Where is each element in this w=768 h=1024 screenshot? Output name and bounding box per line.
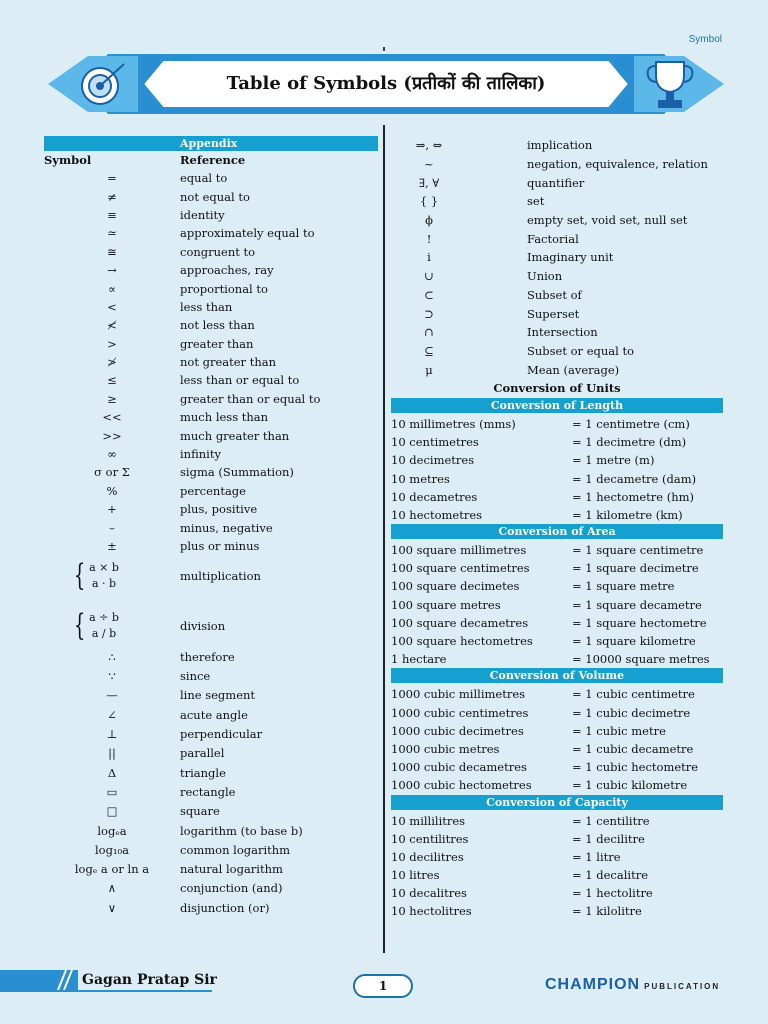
reference-cell: much less than: [180, 410, 269, 425]
title-banner: [48, 50, 724, 118]
conversion-to: = 1 cubic metre: [572, 723, 666, 738]
logic-symbol-row: [391, 304, 723, 323]
symbol-row: [44, 667, 378, 686]
symbol-cell: ∠: [107, 707, 117, 722]
symbol-row: [44, 537, 378, 555]
logic-symbol: ⇒, ⇔: [415, 138, 443, 153]
conversion-from: 1000 cubic centimetres: [391, 705, 529, 720]
conversion-to: = 1 square decametre: [572, 597, 702, 612]
reference-cell: since: [180, 669, 211, 684]
conversion-from: 100 square millimetres: [391, 543, 527, 558]
brace-glyph: {: [73, 558, 86, 594]
conversion-row: [391, 704, 723, 722]
conversion-from: 10 decilitres: [391, 849, 464, 864]
logic-symbol: i: [427, 250, 431, 265]
reference-cell: sigma (Summation): [180, 465, 294, 480]
conversion-row: [391, 685, 723, 703]
conversion-to: = 1 square kilometre: [572, 634, 696, 648]
logic-symbol: ⊆: [424, 343, 434, 358]
reference-cell: acute angle: [180, 707, 248, 722]
logic-symbol: !: [426, 231, 432, 246]
symbol-row: [44, 647, 378, 666]
symbol-row: [44, 879, 378, 898]
logic-symbol-row: [391, 342, 723, 361]
logic-meaning: quantifier: [527, 175, 585, 190]
symbol-row: [44, 898, 378, 917]
conversion-row: [391, 812, 723, 830]
multiplication-form-1: a × b: [89, 561, 119, 575]
symbol-row: [44, 279, 378, 297]
symbol-cell: σ or Σ: [94, 465, 130, 480]
publisher-sub: PUBLICATION: [644, 982, 721, 991]
trophy-icon: [644, 58, 696, 112]
logic-symbol: { }: [419, 194, 439, 209]
reference-header: Reference: [180, 153, 246, 167]
logic-symbol-row: [391, 229, 723, 248]
symbol-row: [44, 445, 378, 463]
symbol-cell: >: [107, 336, 117, 351]
right-column: [391, 136, 723, 921]
multiplication-row: [44, 559, 378, 593]
symbol-cell: ±: [107, 539, 117, 553]
logic-symbol: ∃, ∀: [418, 175, 440, 190]
reference-cell: not greater than: [180, 355, 276, 370]
reference-cell: therefore: [180, 649, 235, 664]
conversion-from: 10 metres: [391, 471, 450, 486]
conversion-section-bar: Conversion of Capacity: [391, 795, 723, 810]
symbol-row: [44, 408, 378, 426]
conversion-to: = 1 cubic hectometre: [572, 760, 699, 775]
conversion-from: 10 centilitres: [391, 831, 469, 846]
conversion-row: [391, 506, 723, 524]
reference-cell: not equal to: [180, 189, 250, 204]
logic-symbol-row: [391, 192, 723, 211]
symbol-row: [44, 187, 378, 205]
reference-cell: perpendicular: [180, 727, 263, 742]
symbol-row: [44, 724, 378, 743]
logic-meaning: negation, equivalence, relation: [527, 157, 708, 172]
logic-meaning: Subset or equal to: [527, 343, 635, 358]
conversion-from: 10 hectolitres: [391, 904, 472, 919]
logic-symbol: ϕ: [425, 213, 433, 228]
logic-meaning: Imaginary unit: [527, 250, 614, 265]
reference-cell: greater than or equal to: [180, 391, 321, 406]
reference-cell: infinity: [180, 447, 221, 462]
conversion-from: 1000 cubic hectometres: [391, 778, 532, 793]
division-symbol: [44, 610, 180, 642]
reference-cell: line segment: [180, 688, 256, 703]
conversion-row: [391, 830, 723, 848]
symbol-row: [44, 782, 378, 801]
conversion-from: 100 square decimetes: [391, 579, 520, 594]
conversion-from: 1000 cubic millimetres: [391, 687, 526, 702]
appendix-bar-label: Appendix: [180, 137, 238, 150]
symbol-row: [44, 802, 378, 821]
symbol-row: [44, 840, 378, 859]
logic-symbol: μ: [425, 362, 433, 377]
reference-cell: disjunction (or): [180, 900, 270, 915]
logic-symbol-row: [391, 173, 723, 192]
reference-cell: logarithm (to base b): [180, 823, 303, 838]
conversion-section-bar: Conversion of Volume: [391, 668, 723, 683]
conversion-from: 10 decalitres: [391, 886, 467, 901]
conversion-title: Conversion of Units: [493, 380, 621, 395]
reference-cell: not less than: [180, 318, 255, 333]
symbol-cell: +: [107, 502, 117, 517]
symbol-cell: ≥: [107, 391, 117, 406]
symbol-cell: ≅: [107, 244, 117, 259]
conversion-row: [391, 577, 723, 595]
symbol-cell: ||: [108, 746, 116, 761]
symbol-cell: –: [109, 520, 115, 535]
multiplication-reference: multiplication: [180, 569, 261, 584]
conversion-from: 100 square centimetres: [391, 561, 530, 576]
author-name: Gagan Pratap Sir: [82, 972, 217, 988]
division-reference: division: [180, 619, 226, 634]
symbol-row: [44, 705, 378, 724]
page-title: Table of Symbols (प्रतीकों की तालिका): [226, 73, 546, 94]
symbol-cell: ∧: [107, 881, 117, 896]
reference-cell: rectangle: [180, 784, 236, 799]
conversion-from: 10 decametres: [391, 489, 478, 504]
logic-symbol-row: [391, 136, 723, 155]
symbol-cell: →: [107, 263, 117, 278]
symbol-list-2: [44, 647, 378, 917]
conversion-to: = 1 litre: [572, 849, 621, 864]
logic-meaning: Union: [527, 269, 563, 284]
conversion-to: = 1 hectometre (hm): [572, 489, 695, 504]
symbol-cell: ∵: [108, 669, 116, 684]
conversion-to: = 1 square hectometre: [572, 615, 707, 630]
conversion-row: [391, 758, 723, 776]
symbol-cell: %: [106, 483, 118, 498]
conversion-to: = 1 decalitre: [572, 868, 649, 883]
conversion-to: = 1 decametre (dam): [572, 471, 697, 486]
conversion-to: = 1 centilitre: [572, 813, 650, 828]
logic-meaning: Subset of: [527, 287, 582, 302]
symbol-row: [44, 316, 378, 334]
symbol-cell: ▭: [106, 784, 118, 799]
conversion-row: [391, 541, 723, 559]
footer: [0, 968, 768, 998]
column-divider: [383, 125, 385, 953]
conversion-section-bar: Conversion of Length: [391, 398, 723, 413]
symbol-row: [44, 744, 378, 763]
symbol-cell: logₑa: [97, 823, 127, 838]
conversion-row: [391, 722, 723, 740]
conversion-row: [391, 451, 723, 469]
reference-cell: minus, negative: [180, 520, 273, 535]
logic-symbol-row: [391, 155, 723, 174]
symbol-row: [44, 243, 378, 261]
symbol-row: [44, 169, 378, 187]
reference-cell: proportional to: [180, 281, 268, 296]
reference-cell: common logarithm: [180, 842, 291, 857]
brace-glyph: {: [73, 608, 86, 644]
symbol-row: [44, 463, 378, 481]
logic-symbol-row: [391, 267, 723, 286]
division-row: [44, 609, 378, 643]
symbol-row: [44, 261, 378, 279]
symbol-cell: ≯: [107, 355, 117, 370]
conversion-from: 1000 cubic metres: [391, 741, 500, 756]
division-forms: [89, 610, 119, 642]
symbol-row: [44, 686, 378, 705]
logic-symbol-row: [391, 248, 723, 267]
target-icon: [76, 58, 128, 110]
conversion-from: 10 millimetres (mms): [391, 416, 516, 431]
symbol-row: [44, 426, 378, 444]
multiplication-form-2: a · b: [91, 577, 117, 591]
conversion-row: [391, 614, 723, 632]
logic-symbol-row: [391, 323, 723, 342]
conversion-from: 10 centimetres: [391, 435, 479, 450]
appendix-column: [44, 136, 378, 917]
symbol-list: [44, 169, 378, 555]
page-number: 1: [353, 974, 413, 998]
conversion-to: = 1 hectolitre: [572, 886, 653, 901]
reference-cell: approximately equal to: [180, 226, 315, 241]
conversion-from: 100 square metres: [391, 597, 501, 612]
symbol-cell: ∝: [108, 281, 116, 296]
symbol-row: [44, 500, 378, 518]
symbol-cell: logₑ a or ln a: [74, 862, 150, 877]
symbol-cell: ≤: [107, 373, 117, 388]
symbol-row: [44, 206, 378, 224]
conversion-to: = 1 cubic decimetre: [572, 705, 691, 720]
reference-cell: equal to: [180, 171, 228, 186]
reference-cell: plus or minus: [180, 539, 260, 553]
conversion-to: = 1 square centimetre: [572, 543, 704, 558]
symbol-cell: <<: [102, 410, 122, 425]
conversion-to: = 1 decilitre: [572, 831, 645, 846]
conversion-to: = 1 metre (m): [572, 453, 655, 468]
division-form-1: a ÷ b: [89, 611, 119, 625]
logic-meaning: Superset: [527, 306, 580, 321]
logic-meaning: empty set, void set, null set: [527, 213, 688, 228]
conversion-from: 1000 cubic decimetres: [391, 723, 524, 738]
symbol-cell: ≠: [107, 189, 117, 204]
reference-cell: approaches, ray: [180, 263, 274, 278]
conversion-to: = 1 centimetre (cm): [572, 416, 690, 431]
symbol-cell: ∴: [108, 649, 116, 664]
reference-cell: less than or equal to: [180, 373, 300, 388]
symbol-cell: —: [106, 688, 118, 703]
logic-meaning: Mean (average): [527, 362, 620, 377]
conversion-row: [391, 415, 723, 433]
conversion-to: = 1 cubic decametre: [572, 741, 694, 756]
logic-symbol: ⊂: [424, 287, 434, 302]
symbol-cell: <: [107, 299, 117, 314]
multiplication-forms: [89, 560, 119, 592]
logic-symbol-list: [391, 136, 723, 379]
conversion-row: [391, 848, 723, 866]
conversion-section-bar: Conversion of Area: [391, 524, 723, 539]
symbol-cell: ≮: [107, 318, 117, 333]
symbol-row: [44, 518, 378, 536]
reference-cell: natural logarithm: [180, 862, 283, 877]
conversion-row: [391, 470, 723, 488]
conversion-from: 10 litres: [391, 868, 440, 883]
conversion-row: [391, 488, 723, 506]
symbol-cell: =: [107, 171, 117, 186]
symbol-row: [44, 859, 378, 878]
conversion-row: [391, 650, 723, 668]
symbol-cell: Δ: [107, 765, 117, 780]
conversion-from: 1 hectare: [391, 652, 447, 667]
appendix-column-headers: [44, 151, 378, 169]
conversion-to: = 1 cubic kilometre: [572, 778, 688, 793]
conversion-from: 10 millilitres: [391, 813, 466, 828]
symbol-row: [44, 371, 378, 389]
symbol-cell: □: [106, 804, 118, 819]
symbol-row: [44, 353, 378, 371]
reference-cell: square: [180, 804, 220, 819]
conversion-row: [391, 902, 723, 920]
conversion-row: [391, 776, 723, 794]
publisher-name: CHAMPION: [545, 976, 641, 993]
conversion-to: = 1 square decimetre: [572, 561, 699, 576]
conversion-row: [391, 596, 723, 614]
section-label: Symbol: [688, 34, 722, 45]
conversion-to: = 1 decimetre (dm): [572, 435, 687, 450]
symbol-cell: log₁₀a: [94, 842, 130, 857]
symbol-row: [44, 482, 378, 500]
symbol-header: Symbol: [44, 153, 92, 167]
logic-meaning: Intersection: [527, 325, 598, 340]
conversion-to: = 10000 square metres: [572, 652, 710, 667]
reference-cell: congruent to: [180, 244, 256, 259]
logic-meaning: set: [527, 194, 545, 209]
reference-cell: much greater than: [180, 428, 290, 443]
publisher-logo: [545, 976, 720, 994]
appendix-bar: [44, 136, 378, 151]
reference-cell: identity: [180, 207, 225, 222]
division-form-2: a / b: [91, 627, 117, 641]
symbol-cell: ≃: [107, 226, 117, 241]
conversion-row: [391, 740, 723, 758]
symbol-row: [44, 224, 378, 242]
logic-symbol: ∪: [424, 269, 434, 284]
reference-cell: greater than: [180, 336, 254, 351]
logic-symbol-row: [391, 286, 723, 305]
logic-meaning: Factorial: [527, 231, 579, 246]
conversion-row: [391, 559, 723, 577]
conversion-to: = 1 cubic centimetre: [572, 687, 695, 702]
conversion-from: 10 decimetres: [391, 453, 475, 468]
conversion-to: = 1 kilometre (km): [572, 507, 683, 522]
reference-cell: triangle: [180, 765, 226, 780]
logic-symbol: ∩: [424, 325, 434, 340]
symbol-cell: ∞: [107, 447, 117, 462]
symbol-row: [44, 298, 378, 316]
conversion-from: 100 square decametres: [391, 615, 529, 630]
conversion-to: = 1 kilolitre: [572, 904, 642, 919]
conversion-row: [391, 433, 723, 451]
multiplication-symbol: [44, 560, 180, 592]
conversion-sections: [391, 398, 723, 921]
conversion-from: 1000 cubic decametres: [391, 760, 527, 775]
symbol-row: [44, 390, 378, 408]
logic-symbol: ~: [424, 157, 434, 172]
reference-cell: parallel: [180, 746, 225, 761]
symbol-row: [44, 763, 378, 782]
symbol-cell: ⊥: [106, 727, 118, 742]
logic-symbol-row: [391, 360, 723, 379]
symbol-cell: ∨: [107, 900, 117, 915]
conversion-from: 100 square hectometres: [391, 634, 533, 648]
conversion-to: = 1 square metre: [572, 579, 675, 594]
reference-cell: plus, positive: [180, 502, 258, 517]
reference-cell: less than: [180, 299, 233, 314]
symbol-row: [44, 821, 378, 840]
logic-meaning: implication: [527, 138, 593, 153]
conversion-row: [391, 884, 723, 902]
logic-symbol-row: [391, 211, 723, 230]
reference-cell: conjunction (and): [180, 881, 283, 896]
symbol-cell: ≡: [107, 207, 117, 222]
logic-symbol: ⊃: [424, 306, 434, 321]
symbol-row: [44, 335, 378, 353]
conversion-row: [391, 866, 723, 884]
conversion-from: 10 hectometres: [391, 507, 483, 522]
conversion-row: [391, 632, 723, 650]
symbol-cell: >>: [102, 428, 122, 443]
reference-cell: percentage: [180, 483, 246, 498]
